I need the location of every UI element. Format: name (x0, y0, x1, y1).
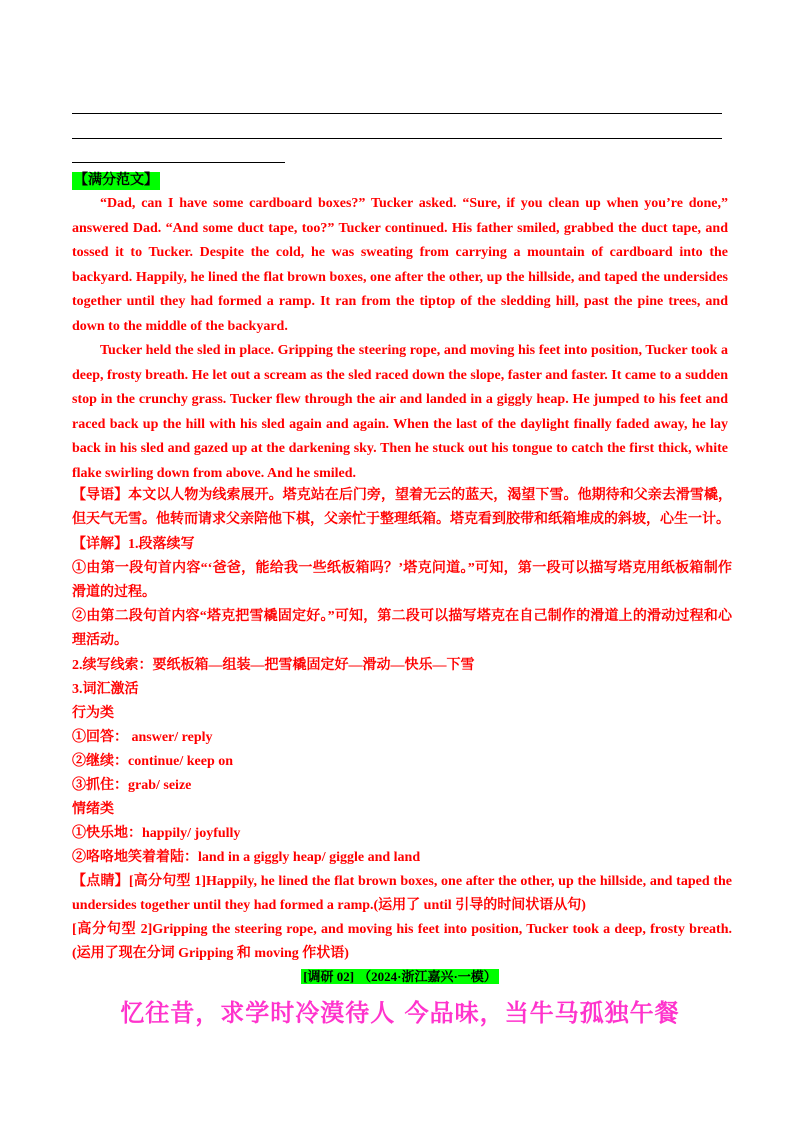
writing-line-2 (72, 138, 722, 139)
behavior-heading: 行为类 (72, 706, 114, 721)
behavior-item: ①回答： answer/ reply (72, 730, 213, 745)
writing-line-3 (72, 162, 285, 163)
essay-paragraph-2: Tucker held the sled in place. Gripping the steering rope, and moving his feet into position, Tucker took a deep, frosty breath. He let out a scream as the sled raced down the slope, faster and faster. It came to a sudden stop in the crunchy grass. Tucker flew through the air and landed in a giggly heap. He jumped to his feet and raced back up the hill with his sled again and again. When the last of the daylight finally faded away, he lay back in his sled and gazed up at the darkening sky. Then he stuck out his tongue to catch the first thick, white flake swirling down from above. And he smiled. (72, 343, 728, 481)
guide-text: 【导语】本文以人物为线索展开。塔克站在后门旁，望着无云的蓝天，渴望下雪。他期待和父亲去滑雪橇，但天气无雪。他转而请求父亲陪他下棋，父亲忙于整理纸箱。塔克看到胶带和纸箱堆成的斜坡，心生一计。 (72, 488, 732, 527)
writing-line-1 (72, 113, 722, 114)
writing-clue: 2.续写线索：要纸板箱—组装—把雪橇固定好—滑动—快乐—下雪 (72, 658, 475, 673)
emotion-item: ②咯咯地笑着着陆：land in a giggly heap/ giggle and land (72, 850, 421, 865)
vocab-heading: 3.词汇激活 (72, 682, 139, 697)
model-essay-tag: 【满分范文】 (74, 173, 158, 188)
source-tag-id: [调研 02] (303, 969, 355, 984)
detail-point-1: ①由第一段句首内容“‘爸爸，能给我一些纸板箱吗？’塔克问道。”可知，第一段可以描写塔克用纸板箱制作滑道的过程。 (72, 561, 732, 600)
detail-point-2: ②由第二段句首内容“塔克把雪橇固定好。”可知，第二段可以描写塔克在自己制作的滑道上的滑动过程和心理活动。 (72, 609, 732, 648)
emotion-item: ①快乐地：happily/ joyfully (72, 826, 241, 841)
source-tag-origin: （2024·浙江嘉兴·一模） (358, 969, 497, 984)
essay-paragraph-1: “Dad, can I have some cardboard boxes?” Tucker asked. “Sure, if you clean up when you’re done,” answered Dad. “And some duct tape, too?” Tucker continued. His father smiled, grabbed the duct tape, and tossed it to Tucker. Despite the cold, he was sweating from carrying a mountain of cardboard into the backyard. Happily, he lined the flat brown boxes, one after the other, up the hillside, and taped the undersides together until they had formed a ramp. It ran from the tiptop of the sledding hill, past the pine trees, and down to the middle of the backyard. (72, 196, 728, 334)
behavior-item: ③抓住：grab/ seize (72, 778, 192, 793)
emotion-heading: 情绪类 (72, 802, 114, 817)
banner-text: 忆往昔，求学时冷漠待人 今品味，当牛马孤独午餐 (120, 999, 680, 1027)
behavior-item: ②继续：continue/ keep on (72, 754, 234, 769)
highlight-sentence-2: [高分句型 2]Gripping the steering rope, and moving his feet into position, Tucker took a deep, frosty breath. (运用了现在分词 Gripping 和 moving 作状语) (72, 922, 732, 961)
highlight-sentence-1: 【点睛】[高分句型 1]Happily, he lined the flat brown boxes, one after the other, up the hillside, and taped the undersides together until they had formed a ramp.(运用了 until 引导的时间状语从句) (72, 874, 732, 913)
source-tag (0, 968, 800, 986)
detail-heading: 【详解】1.段落续写 (72, 537, 195, 552)
